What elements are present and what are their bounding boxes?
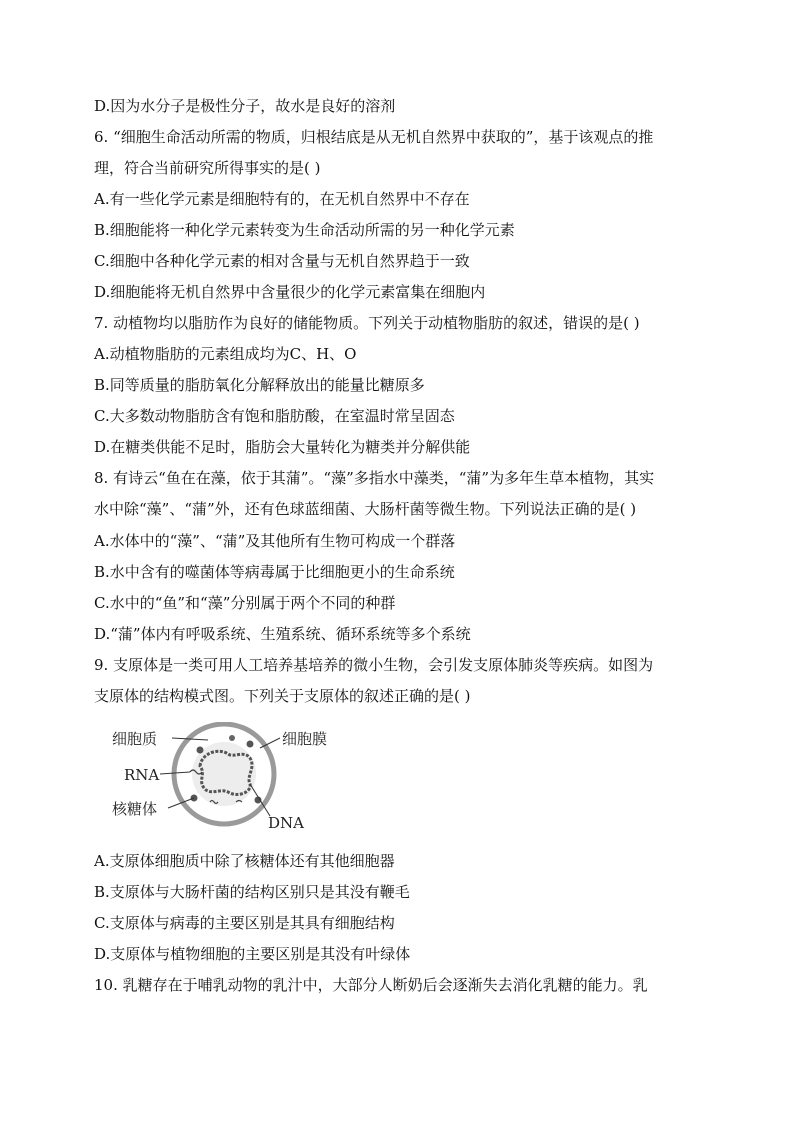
line-8: 7. 动植物均以脂肪作为良好的储能物质。下列关于动植物脂肪的叙述，错误的是( )	[94, 314, 640, 332]
line-10: B.同等质量的脂肪氧化分解释放出的能量比糖原多	[94, 376, 425, 394]
line-9: A.动植物脂肪的元素组成均为C、H、O	[94, 345, 357, 363]
line-21: A.支原体细胞质中除了核糖体还有其他细胞器	[94, 852, 395, 870]
line-25: 10. 乳糖存在于哺乳动物的乳汁中，大部分人断奶后会逐渐失去消化乳糖的能力。乳	[94, 976, 648, 994]
mycoplasma-diagram	[110, 722, 350, 832]
line-16: B.水中含有的噬菌体等病毒属于比细胞更小的生命系统	[94, 563, 455, 581]
label-dna: DNA	[268, 814, 304, 832]
line-14: 水中除“藻”、“蒲”外，还有色球蓝细菌、大肠杆菌等微生物。下列说法正确的是( )	[94, 500, 637, 518]
line-5: B.细胞能将一种化学元素转变为生命活动所需的另一种化学元素	[94, 221, 515, 239]
line-1: D.因为水分子是极性分子，故水是良好的溶剂	[94, 97, 396, 115]
line-11: C.大多数动物脂肪含有饱和脂肪酸，在室温时常呈固态	[94, 407, 455, 425]
label-ribosome: 核糖体	[112, 800, 158, 818]
line-3: 理，符合当前研究所得事实的是( )	[94, 159, 321, 177]
line-12: D.在糖类供能不足时，脂肪会大量转化为糖类并分解供能	[94, 438, 471, 456]
line-17: C.水中的“鱼”和“藻”分别属于两个不同的种群	[94, 594, 396, 612]
label-membrane: 细胞膜	[282, 730, 328, 748]
ribosome-dot	[197, 747, 204, 754]
line-22: B.支原体与大肠杆菌的结构区别只是其没有鞭毛	[94, 883, 410, 901]
line-6: C.细胞中各种化学元素的相对含量与无机自然界趋于一致	[94, 252, 470, 270]
line-20: 支原体的结构模式图。下列关于支原体的叙述正确的是( )	[94, 687, 471, 705]
line-15: A.水体中的“藻”、“蒲”及其他所有生物可构成一个群落	[94, 532, 456, 550]
label-cytoplasm: 细胞质	[112, 730, 158, 748]
line-23: C.支原体与病毒的主要区别是其具有细胞结构	[94, 914, 395, 932]
label-rna: RNA	[124, 766, 160, 784]
line-13: 8. 有诗云“鱼在在藻，依于其蒲”。“藻”多指水中藻类，“蒲”为多年生草本植物，其实	[94, 469, 655, 487]
line-2: 6. “细胞生命活动所需的物质，归根结底是从无机自然界中获取的”，基于该观点的推	[94, 128, 654, 146]
line-19: 9. 支原体是一类可用人工培养基培养的微小生物，会引发支原体肺炎等疾病。如图为	[94, 656, 654, 674]
line-24: D.支原体与植物细胞的主要区别是其没有叶绿体	[94, 945, 411, 963]
line-4: A.有一些化学元素是细胞特有的，在无机自然界中不存在	[94, 190, 470, 208]
line-7: D.细胞能将无机自然界中含量很少的化学元素富集在细胞内	[94, 283, 486, 301]
line-18: D.“蒲”体内有呼吸系统、生殖系统、循环系统等多个系统	[94, 625, 471, 643]
